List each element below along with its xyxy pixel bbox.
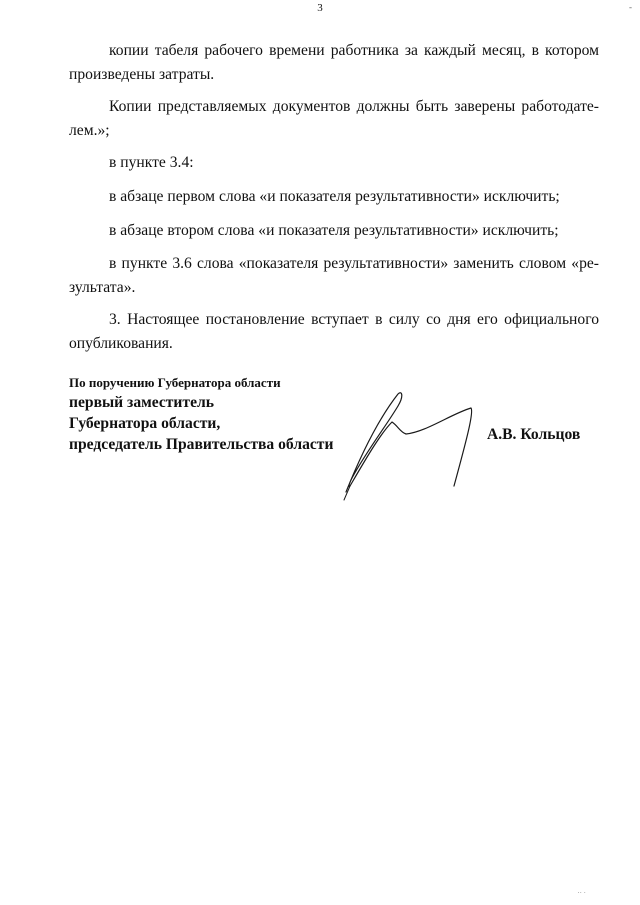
- signature-block: [69, 373, 333, 455]
- handwritten-signature: [336, 382, 486, 502]
- paragraph-effective-date: 3. Настоящее постановление вступает в силу со дня его официального опубликования.: [69, 311, 599, 352]
- paragraph-timesheet: копии табеля рабочего времени работника за каждый месяц, в котором произведены затраты.: [69, 42, 599, 83]
- footer-mark: ·· ·: [577, 889, 586, 897]
- signer-name: А.В. Кольцов: [487, 426, 581, 443]
- signature-line-chairman: председатель Правительства области: [69, 436, 334, 453]
- signature-line-position: первый заместитель: [69, 394, 214, 411]
- document-body: [69, 39, 599, 365]
- corner-mark: -: [629, 2, 632, 12]
- signature-line-on-behalf: По поручению Губернатора области: [69, 375, 281, 390]
- paragraph-point-3-6: в пункте 3.6 слова «показателя результативности» заменить словом «ре-зультата».: [69, 255, 599, 296]
- paragraph-copies: Копии представляемых документов должны быть заверены работодате-лем.»;: [69, 98, 599, 139]
- signature-line-governor: Губернатора области,: [69, 415, 221, 432]
- page-number: 3: [317, 2, 323, 14]
- paragraph-first-abzac: в абзаце первом слова «и показателя результативности» исключить;: [109, 187, 560, 205]
- paragraph-point-3-4: в пункте 3.4:: [109, 154, 194, 172]
- paragraph-second-abzac: в абзаце втором слова «и показателя результативности» исключить;: [109, 221, 559, 239]
